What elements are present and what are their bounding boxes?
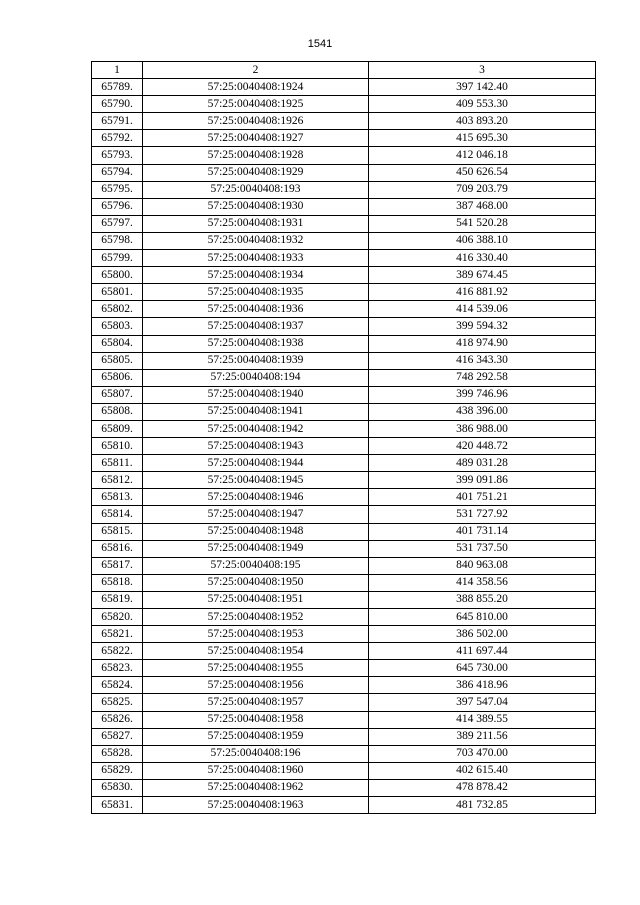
value-cell: 402 615.40 [369, 762, 596, 779]
row-number-cell: 65794. [92, 164, 143, 181]
value-cell: 414 358.56 [369, 574, 596, 591]
row-number-cell: 65809. [92, 420, 143, 437]
table-row [92, 164, 596, 181]
table-row [92, 472, 596, 489]
value-cell: 389 674.45 [369, 267, 596, 284]
table-row [92, 677, 596, 694]
value-cell: 478 878.42 [369, 779, 596, 796]
table-row [92, 301, 596, 318]
cadastral-number-cell: 57:25:0040408:1952 [143, 609, 369, 626]
value-cell: 401 731.14 [369, 523, 596, 540]
cadastral-number-cell: 57:25:0040408:1947 [143, 506, 369, 523]
table-row [92, 540, 596, 557]
table-header [92, 62, 596, 79]
value-cell: 645 810.00 [369, 609, 596, 626]
row-number-cell: 65808. [92, 403, 143, 420]
row-number-cell: 65798. [92, 232, 143, 249]
row-number-cell: 65795. [92, 181, 143, 198]
row-number-cell: 65823. [92, 660, 143, 677]
cadastral-number-cell: 57:25:0040408:1962 [143, 779, 369, 796]
cadastral-number-cell: 57:25:0040408:1934 [143, 267, 369, 284]
value-cell: 541 520.28 [369, 215, 596, 232]
cadastral-number-cell: 57:25:0040408:1958 [143, 711, 369, 728]
cadastral-number-cell: 57:25:0040408:1957 [143, 694, 369, 711]
row-number-cell: 65813. [92, 489, 143, 506]
row-number-cell: 65821. [92, 626, 143, 643]
value-cell: 409 553.30 [369, 96, 596, 113]
value-cell: 414 539.06 [369, 301, 596, 318]
table-row [92, 557, 596, 574]
row-number-cell: 65830. [92, 779, 143, 796]
row-number-cell: 65828. [92, 745, 143, 762]
cadastral-number-cell: 57:25:0040408:1963 [143, 797, 369, 814]
cadastral-number-cell: 57:25:0040408:1928 [143, 147, 369, 164]
row-number-cell: 65801. [92, 284, 143, 301]
table-row [92, 232, 596, 249]
row-number-cell: 65806. [92, 369, 143, 386]
row-number-cell: 65804. [92, 335, 143, 352]
row-number-cell: 65814. [92, 506, 143, 523]
value-cell: 416 881.92 [369, 284, 596, 301]
table-row [92, 609, 596, 626]
cadastral-number-cell: 57:25:0040408:194 [143, 369, 369, 386]
value-cell: 645 730.00 [369, 660, 596, 677]
cadastral-number-cell: 57:25:0040408:1955 [143, 660, 369, 677]
row-number-cell: 65805. [92, 352, 143, 369]
cadastral-number-cell: 57:25:0040408:1941 [143, 403, 369, 420]
table-row [92, 455, 596, 472]
table-row [92, 626, 596, 643]
row-number-cell: 65810. [92, 438, 143, 455]
table-row [92, 318, 596, 335]
row-number-cell: 65822. [92, 643, 143, 660]
table-row [92, 711, 596, 728]
row-number-cell: 65818. [92, 574, 143, 591]
cadastral-number-cell: 57:25:0040408:1943 [143, 438, 369, 455]
cadastral-number-cell: 57:25:0040408:1939 [143, 352, 369, 369]
value-cell: 450 626.54 [369, 164, 596, 181]
table-row [92, 369, 596, 386]
table-row [92, 523, 596, 540]
value-cell: 388 855.20 [369, 591, 596, 608]
value-cell: 387 468.00 [369, 198, 596, 215]
cadastral-number-cell: 57:25:0040408:1960 [143, 762, 369, 779]
table-row [92, 574, 596, 591]
table-row [92, 79, 596, 96]
cadastral-number-cell: 57:25:0040408:1938 [143, 335, 369, 352]
value-cell: 397 142.40 [369, 79, 596, 96]
row-number-cell: 65799. [92, 250, 143, 267]
table-row [92, 181, 596, 198]
cadastral-number-cell: 57:25:0040408:1926 [143, 113, 369, 130]
table-row [92, 386, 596, 403]
table-row [92, 335, 596, 352]
table-row [92, 113, 596, 130]
row-number-cell: 65800. [92, 267, 143, 284]
value-cell: 748 292.58 [369, 369, 596, 386]
row-number-cell: 65797. [92, 215, 143, 232]
table-row [92, 215, 596, 232]
cadastral-number-cell: 57:25:0040408:1936 [143, 301, 369, 318]
value-cell: 399 594.32 [369, 318, 596, 335]
cadastral-number-cell: 57:25:0040408:1945 [143, 472, 369, 489]
cadastral-number-cell: 57:25:0040408:1940 [143, 386, 369, 403]
table-row [92, 352, 596, 369]
cadastral-number-cell: 57:25:0040408:1949 [143, 540, 369, 557]
value-cell: 416 330.40 [369, 250, 596, 267]
value-cell: 386 502.00 [369, 626, 596, 643]
value-cell: 386 418.96 [369, 677, 596, 694]
value-cell: 709 203.79 [369, 181, 596, 198]
column-header: 1 [92, 62, 143, 79]
cadastral-number-cell: 57:25:0040408:1946 [143, 489, 369, 506]
table-row [92, 130, 596, 147]
value-cell: 386 988.00 [369, 420, 596, 437]
table-row [92, 250, 596, 267]
value-cell: 399 091.86 [369, 472, 596, 489]
cadastral-number-cell: 57:25:0040408:193 [143, 181, 369, 198]
value-cell: 840 963.08 [369, 557, 596, 574]
table-row [92, 420, 596, 437]
row-number-cell: 65803. [92, 318, 143, 335]
row-number-cell: 65790. [92, 96, 143, 113]
row-number-cell: 65827. [92, 728, 143, 745]
cadastral-number-cell: 57:25:0040408:196 [143, 745, 369, 762]
cadastral-number-cell: 57:25:0040408:1950 [143, 574, 369, 591]
row-number-cell: 65826. [92, 711, 143, 728]
cadastral-number-cell: 57:25:0040408:1925 [143, 96, 369, 113]
cadastral-number-cell: 57:25:0040408:1937 [143, 318, 369, 335]
row-number-cell: 65825. [92, 694, 143, 711]
cadastral-number-cell: 57:25:0040408:1951 [143, 591, 369, 608]
data-table [91, 61, 596, 814]
value-cell: 438 396.00 [369, 403, 596, 420]
value-cell: 403 893.20 [369, 113, 596, 130]
value-cell: 411 697.44 [369, 643, 596, 660]
cadastral-number-cell: 57:25:0040408:195 [143, 557, 369, 574]
value-cell: 489 031.28 [369, 455, 596, 472]
cadastral-number-cell: 57:25:0040408:1932 [143, 232, 369, 249]
cadastral-number-cell: 57:25:0040408:1924 [143, 79, 369, 96]
value-cell: 416 343.30 [369, 352, 596, 369]
table-row [92, 198, 596, 215]
cadastral-number-cell: 57:25:0040408:1948 [143, 523, 369, 540]
row-number-cell: 65815. [92, 523, 143, 540]
table-row [92, 643, 596, 660]
table-header-row [92, 62, 596, 79]
value-cell: 406 388.10 [369, 232, 596, 249]
value-cell: 415 695.30 [369, 130, 596, 147]
value-cell: 420 448.72 [369, 438, 596, 455]
cadastral-number-cell: 57:25:0040408:1930 [143, 198, 369, 215]
value-cell: 401 751.21 [369, 489, 596, 506]
cadastral-number-cell: 57:25:0040408:1942 [143, 420, 369, 437]
table-row [92, 779, 596, 796]
row-number-cell: 65816. [92, 540, 143, 557]
cadastral-number-cell: 57:25:0040408:1944 [143, 455, 369, 472]
cadastral-number-cell: 57:25:0040408:1929 [143, 164, 369, 181]
row-number-cell: 65829. [92, 762, 143, 779]
table-row [92, 660, 596, 677]
cadastral-number-cell: 57:25:0040408:1935 [143, 284, 369, 301]
row-number-cell: 65812. [92, 472, 143, 489]
table-row [92, 591, 596, 608]
row-number-cell: 65819. [92, 591, 143, 608]
cadastral-number-cell: 57:25:0040408:1959 [143, 728, 369, 745]
value-cell: 414 389.55 [369, 711, 596, 728]
row-number-cell: 65793. [92, 147, 143, 164]
table-row [92, 506, 596, 523]
cadastral-number-cell: 57:25:0040408:1956 [143, 677, 369, 694]
table-row [92, 96, 596, 113]
row-number-cell: 65820. [92, 609, 143, 626]
value-cell: 412 046.18 [369, 147, 596, 164]
table-body [92, 79, 596, 814]
value-cell: 397 547.04 [369, 694, 596, 711]
cadastral-number-cell: 57:25:0040408:1954 [143, 643, 369, 660]
value-cell: 389 211.56 [369, 728, 596, 745]
row-number-cell: 65807. [92, 386, 143, 403]
cadastral-number-cell: 57:25:0040408:1933 [143, 250, 369, 267]
row-number-cell: 65792. [92, 130, 143, 147]
value-cell: 399 746.96 [369, 386, 596, 403]
page-number: 1541 [307, 38, 333, 50]
table-row [92, 438, 596, 455]
cadastral-number-cell: 57:25:0040408:1931 [143, 215, 369, 232]
row-number-cell: 65817. [92, 557, 143, 574]
table-row [92, 745, 596, 762]
table-row [92, 728, 596, 745]
row-number-cell: 65791. [92, 113, 143, 130]
table-row [92, 267, 596, 284]
cadastral-number-cell: 57:25:0040408:1953 [143, 626, 369, 643]
row-number-cell: 65802. [92, 301, 143, 318]
table-row [92, 489, 596, 506]
value-cell: 531 737.50 [369, 540, 596, 557]
row-number-cell: 65831. [92, 797, 143, 814]
table-row [92, 284, 596, 301]
table-row [92, 147, 596, 164]
row-number-cell: 65811. [92, 455, 143, 472]
column-header: 2 [143, 62, 369, 79]
table-row [92, 797, 596, 814]
column-header: 3 [369, 62, 596, 79]
row-number-cell: 65789. [92, 79, 143, 96]
row-number-cell: 65796. [92, 198, 143, 215]
value-cell: 703 470.00 [369, 745, 596, 762]
row-number-cell: 65824. [92, 677, 143, 694]
value-cell: 531 727.92 [369, 506, 596, 523]
table-row [92, 762, 596, 779]
table-row [92, 403, 596, 420]
cadastral-number-cell: 57:25:0040408:1927 [143, 130, 369, 147]
table-row [92, 694, 596, 711]
value-cell: 481 732.85 [369, 797, 596, 814]
value-cell: 418 974.90 [369, 335, 596, 352]
